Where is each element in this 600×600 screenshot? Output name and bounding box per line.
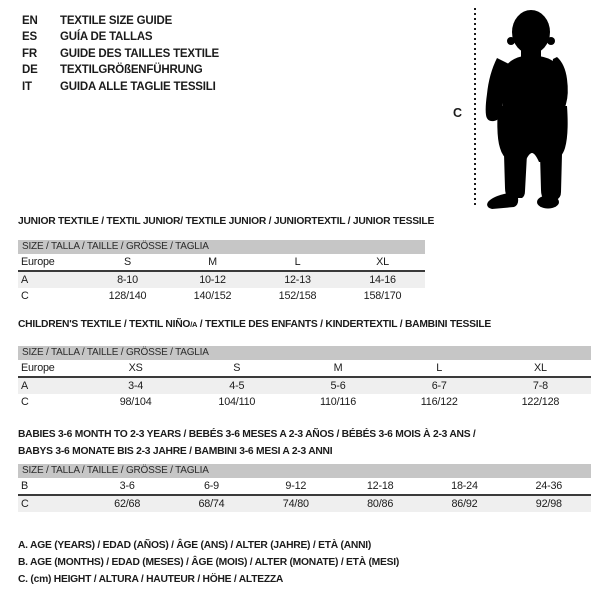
table-cell: 14-16 xyxy=(369,274,396,286)
language-label: TEXTILGRÖßENFÜHRUNG xyxy=(60,64,203,77)
row-label: B xyxy=(21,480,29,492)
language-row xyxy=(22,29,219,45)
size-bar: SIZE / TALLA / TAILLE / GRÖSSE / TAGLIA xyxy=(18,240,425,254)
table-cell: 68/74 xyxy=(198,498,225,510)
column-header: XS xyxy=(128,362,143,374)
language-code: IT xyxy=(22,80,32,93)
table-cell: 6-7 xyxy=(431,380,447,392)
table-cell: 86/92 xyxy=(451,498,478,510)
junior-size-table xyxy=(18,240,425,304)
table-cell: 110/116 xyxy=(319,396,357,408)
table-cell: 5-6 xyxy=(330,380,346,392)
language-code: ES xyxy=(22,31,37,44)
column-header: S xyxy=(123,256,131,268)
column-header: L xyxy=(294,256,301,268)
table-cell: 104/110 xyxy=(218,396,256,408)
children-table-title xyxy=(18,319,491,330)
table-cell: 152/158 xyxy=(278,290,317,302)
table-cell: 12-18 xyxy=(366,480,394,492)
table-header-row xyxy=(18,360,591,378)
measurement-notes xyxy=(18,537,399,588)
babies-title-line2: BABYS 3-6 MONATE BIS 2-3 JAHRE / BAMBINI 3-6 MESI A 2-3 ANNI xyxy=(18,446,333,457)
table-row xyxy=(18,288,425,304)
table-cell: 7-8 xyxy=(532,380,548,392)
table-cell: 6-9 xyxy=(203,480,219,492)
table-row xyxy=(18,478,591,496)
table-cell: 128/140 xyxy=(108,290,147,302)
height-measure-label: C xyxy=(453,106,463,120)
row-label: C xyxy=(21,290,29,302)
language-label: GUIDE DES TAILLES TEXTILE xyxy=(60,47,219,60)
language-row xyxy=(22,62,219,78)
table-header-row xyxy=(18,254,425,272)
language-row xyxy=(22,13,219,29)
language-code: FR xyxy=(22,47,37,60)
language-row xyxy=(22,79,219,95)
row-label: Europe xyxy=(21,362,55,374)
junior-table-title: JUNIOR TEXTILE / TEXTIL JUNIOR/ TEXTILE JUNIOR / JUNIORTEXTIL / JUNIOR TESSILE xyxy=(18,216,435,227)
row-label: Europe xyxy=(21,256,55,268)
baby-silhouette-icon xyxy=(484,6,596,212)
table-cell: 9-12 xyxy=(285,480,307,492)
row-label: C xyxy=(21,498,29,510)
language-label: GUIDA ALLE TAGLIE TESSILI xyxy=(60,80,216,93)
size-bar: SIZE / TALLA / TAILLE / GRÖSSE / TAGLIA xyxy=(18,346,591,360)
language-code: EN xyxy=(22,15,38,27)
column-header: XL xyxy=(376,256,389,268)
table-row xyxy=(18,272,425,288)
column-header: M xyxy=(333,362,343,374)
table-row xyxy=(18,496,591,512)
table-cell: 8-10 xyxy=(117,274,138,286)
language-row xyxy=(22,46,219,62)
table-cell: 12-13 xyxy=(284,274,311,286)
table-cell: 140/152 xyxy=(193,290,232,302)
column-header: M xyxy=(208,256,217,268)
table-cell: 74/80 xyxy=(282,498,309,510)
table-cell: 62/68 xyxy=(114,498,141,510)
table-cell: 122/128 xyxy=(521,396,560,408)
note-b: B. AGE (MONTHS) / EDAD (MESES) / ÂGE (MOIS) / ALTER (MONATE) / ETÀ (MESI) xyxy=(18,557,400,568)
language-label: TEXTILE SIZE GUIDE xyxy=(60,15,173,27)
row-label: A xyxy=(21,380,29,392)
children-size-table xyxy=(18,346,591,410)
height-dotted-line xyxy=(474,8,476,208)
language-list xyxy=(22,13,219,95)
table-cell: 116/122 xyxy=(420,396,458,408)
language-label: GUÍA DE TALLAS xyxy=(60,31,153,44)
children-title-text: CHILDREN'S TEXTILE / TEXTIL NIÑO xyxy=(18,319,191,330)
table-cell: 3-4 xyxy=(128,380,144,392)
table-row xyxy=(18,394,591,410)
table-cell: 10-12 xyxy=(199,274,226,286)
size-bar: SIZE / TALLA / TAILLE / GRÖSSE / TAGLIA xyxy=(18,464,591,478)
row-label: C xyxy=(21,396,29,408)
note-c: C. (cm) HEIGHT / ALTURA / HAUTEUR / HÖHE / ALTEZZA xyxy=(18,574,284,585)
column-header: XL xyxy=(534,362,547,374)
table-cell: 24-36 xyxy=(535,480,563,492)
row-label: A xyxy=(21,274,29,286)
language-code: DE xyxy=(22,64,38,77)
table-row xyxy=(18,378,591,394)
table-cell: 80/86 xyxy=(367,498,394,510)
table-cell: 4-5 xyxy=(229,380,245,392)
column-header: L xyxy=(436,362,443,374)
babies-size-table xyxy=(18,464,591,512)
table-cell: 98/104 xyxy=(119,396,152,408)
table-cell: 3-6 xyxy=(119,480,135,492)
table-cell: 18-24 xyxy=(451,480,478,492)
babies-title-line1: BABIES 3-6 MONTH TO 2-3 YEARS / BEBÉS 3-6 MESES A 2-3 AÑOS / BÉBÉS 3-6 MOIS À 2-3 ANS / xyxy=(18,429,476,440)
table-cell: 158/170 xyxy=(363,290,402,302)
children-title-subscript: /A xyxy=(190,320,198,329)
note-a: A. AGE (YEARS) / EDAD (AÑOS) / ÂGE (ANS) / ALTER (JAHRE) / ETÀ (ANNI) xyxy=(18,540,372,551)
table-cell: 92/98 xyxy=(535,498,562,510)
children-title-text: / TEXTILE DES ENFANTS / KINDERTEXTIL / BAMBINI TESSILE xyxy=(197,319,492,330)
babies-table-title xyxy=(18,426,476,460)
column-header: S xyxy=(233,362,241,374)
